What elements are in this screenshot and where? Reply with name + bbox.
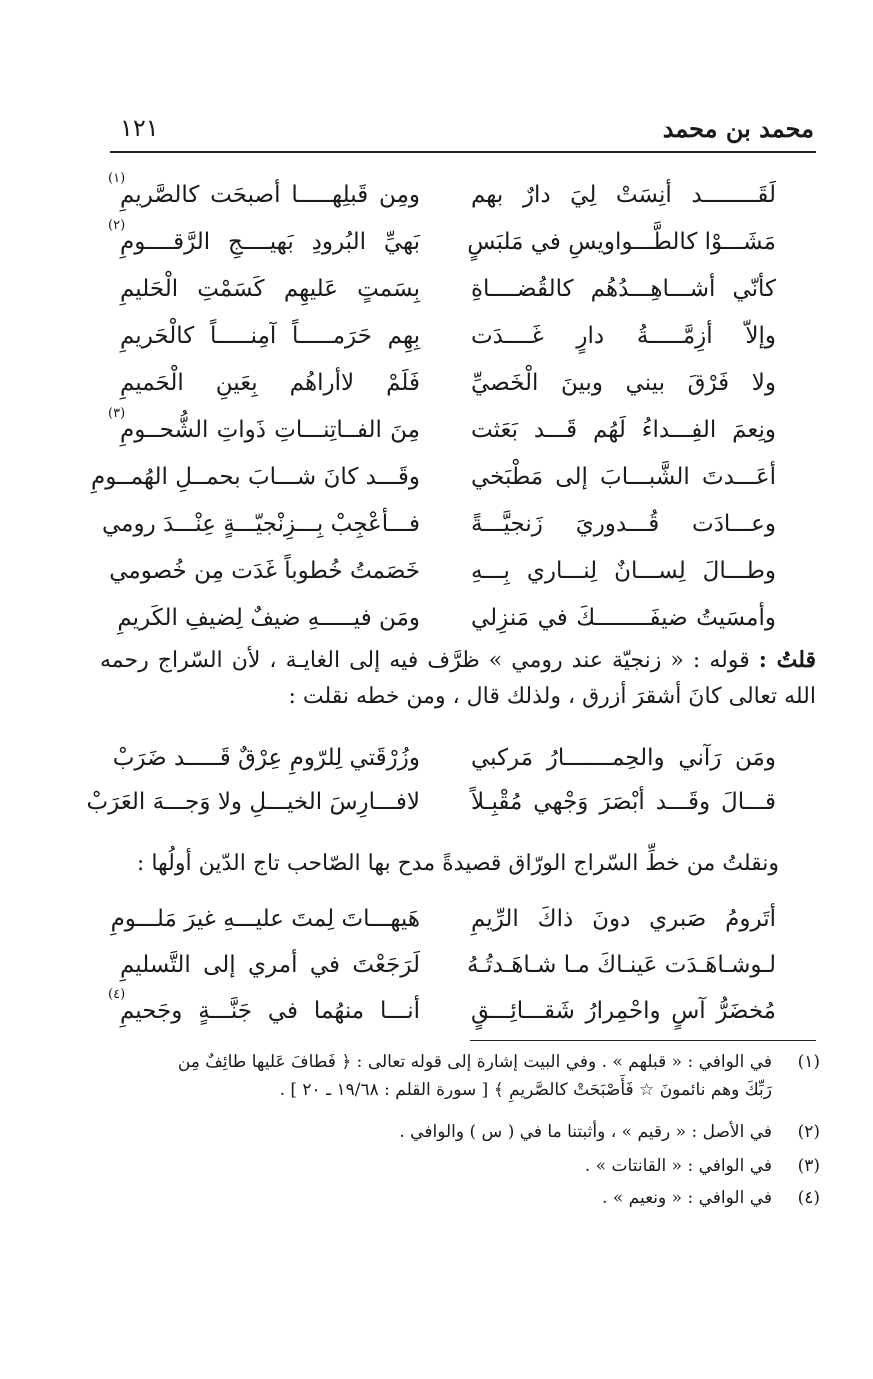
verse-second-hemistich: هَيهـــاتَ لِمتَ عليـــهِ غيرَ مَلـــومِ	[110, 906, 420, 932]
footnote-rule	[470, 1040, 816, 1041]
verse-second-hemistich: فـــأعْجِبْ بِـــزِنْجيّـــةٍ عِنْـــدَ رومي	[101, 511, 420, 537]
verse-line	[110, 988, 816, 1034]
footnote-text: في الوافي : « ونعيم » .	[602, 1188, 772, 1208]
verse-first-hemistich: أتَرومُ صَبري دونَ ذاكَ الرِّيمِ	[471, 906, 776, 932]
verse-first-hemistich: ولا فَرْقَ بيني وبينَ الْخَصيِّ	[471, 370, 776, 396]
verse-second-hemistich: أنـــا منهُما في جَنَّـــةٍ وجَحيمِ (٤)	[120, 988, 420, 1034]
footnote-number: (١)	[797, 1052, 820, 1072]
verse-line	[110, 735, 816, 781]
verse-first-hemistich: وإلاّ أزِمَّـــــةُ دارٍ غَــــدَت	[471, 323, 776, 349]
verse-second-hemistich: وزُرْقَتي لِلرّومِ عِرْقٌ قَـــــد ضَرَبْ	[112, 745, 420, 771]
verse-second-hemistich: لافـــارِسَ الخيـــلِ ولا وَجـــهَ العَرَبْ	[86, 789, 420, 815]
verse-first-hemistich: لَقَــــــــد أنِسَتْ لِيَ دارٌ بهم	[471, 182, 776, 208]
verse-line	[110, 266, 816, 312]
running-header	[110, 112, 814, 148]
page-number: ١٢١	[120, 114, 159, 142]
verse-second-hemistich: بِهِم حَرَمـــــاً آمِنـــــاً كالْحَريمِ	[120, 323, 420, 349]
footnote	[150, 1048, 820, 1108]
verse-first-hemistich: وطـــالَ لِســـانٌ لِنـــاري بِـــهِ	[471, 558, 776, 584]
footnote-marker: (٤)	[108, 987, 126, 1002]
verse-line	[110, 942, 816, 988]
verse-second-hemistich: مِنَ الفــاتِنـــاتِ ذَواتِ الشُّحــومِ (٣)	[120, 407, 420, 453]
footnote-marker: (١)	[108, 171, 126, 186]
verse-second-hemistich: ومِن قَبلِهـــــا أصبحَت كالصَّريمِ (١)	[120, 172, 420, 218]
verse-first-hemistich: ونِعمَ الفِـــداءُ لَهُم قَـــد بَعَثت	[471, 417, 776, 443]
footnote	[150, 1152, 820, 1182]
footnote-marker: (٣)	[108, 406, 126, 421]
footnote-marker: (٢)	[108, 218, 126, 233]
verse-second-hemistich: فَلَمْ لاأراهُم بِعَينِ الْحَميمِ	[120, 370, 420, 396]
footnote-number: (٤)	[797, 1188, 820, 1208]
footnote-text: في الأصل : « رقيم » ، وأثبتنا ما في ( س ) والوافي .	[399, 1122, 772, 1142]
running-header-author: محمد بن محمد	[662, 114, 814, 143]
verse-first-hemistich: كأنّي أشـــاهِـــدُهُم كالقُضــــاةِ	[471, 276, 776, 302]
verse-second-hemistich: وقَـــد كانَ شـــابَ بحمــلِ الهُمــومِ	[91, 464, 420, 490]
footnote	[150, 1184, 820, 1214]
verse-line	[110, 548, 816, 594]
verse-line	[110, 313, 816, 359]
verse-first-hemistich: ومَن رَآني والحِمـــــــارُ مَركبي	[471, 745, 776, 771]
header-rule	[110, 151, 816, 153]
verse-second-hemistich: بِسَمتٍ عَليهِم كَسَمْتِ الْحَليمِ	[120, 276, 420, 302]
commentary-text: قوله : « زنجيّة عند رومي » ظرَّف فيه إلى الغايـة ، لأن السّراج رحمه الله تعالى كانَ أشقرَ أزرق ، ولذلك قال ، ومن خطه نقلت :	[100, 648, 816, 709]
verse-first-hemistich: مُخضَرُّ آسٍ واحْمِرارُ شَقـــائِـــقٍ	[471, 998, 776, 1024]
verse-first-hemistich: قـــالَ وقَـــد أبْصَرَ وَجْهي مُقْبِـلاً	[471, 789, 776, 815]
footnote-number: (٢)	[797, 1122, 820, 1142]
verse-line	[110, 896, 816, 942]
verse-line	[110, 407, 816, 453]
footnote-text: في الوافي : « القانتات » .	[584, 1156, 772, 1176]
verse-line	[110, 595, 816, 641]
verse-second-hemistich: خَصَمتُ خُطوباً غَدَت مِن خُصومي	[109, 558, 420, 584]
commentary-paragraph	[100, 642, 816, 715]
verse-line	[86, 779, 816, 825]
verse-second-hemistich: ومَن فيـــــهِ ضيفٌ لِضيفِ الكَريمِ	[117, 605, 420, 631]
verse-second-hemistich: بَهيِّ البُرودِ بَهيــــجِ الرَّقــــومِ (٢)	[120, 219, 420, 265]
verse-first-hemistich: لـوشـاهَـدَت عَينـاكَ مـا شـاهَـدتُـهُ	[467, 952, 776, 978]
footnote-text: في الوافي : « قبلهم » . وفي البيت إشارة إلى قوله تعالى : ﴿ فَطافَ عَليها طائِفٌ مِن رَبِّكَ وهم نائمونَ ☆ فَأَصْبَحَتْ كالصَّريمِ ﴾ [ سورة القلم : ١٩/٦٨ ـ ٢٠ ] .	[177, 1052, 772, 1100]
verse-line	[101, 501, 816, 547]
footnote-number: (٣)	[797, 1156, 820, 1176]
verse-line	[110, 360, 816, 406]
verse-first-hemistich: أعَـــدتَ الشَّبـــابَ إلى مَطْبَخي	[471, 464, 776, 490]
verse-line	[110, 219, 816, 265]
verse-first-hemistich: وعـــادَت قُـــدوريَ زَنجيَّـــةً	[471, 511, 776, 537]
verse-line	[91, 454, 816, 500]
commentary-lead: قلتُ :	[758, 647, 816, 673]
intro-paragraph: ونقلتُ من خطِّ السّراج الورّاق قصيدةً مدح بها الصّاحب تاج الدّين أولُها :	[136, 851, 780, 876]
verse-first-hemistich: مَشَـــوْا كالطَّـــواويسِ في مَلبَسٍ	[467, 229, 776, 255]
verse-line	[110, 172, 816, 218]
footnote	[150, 1118, 820, 1148]
verse-second-hemistich: لَرَجَعْتَ في أمري إلى التَّسليمِ	[120, 952, 420, 978]
verse-first-hemistich: وأمسَيتُ ضيفَــــــــكَ في مَنزِلي	[471, 605, 776, 631]
